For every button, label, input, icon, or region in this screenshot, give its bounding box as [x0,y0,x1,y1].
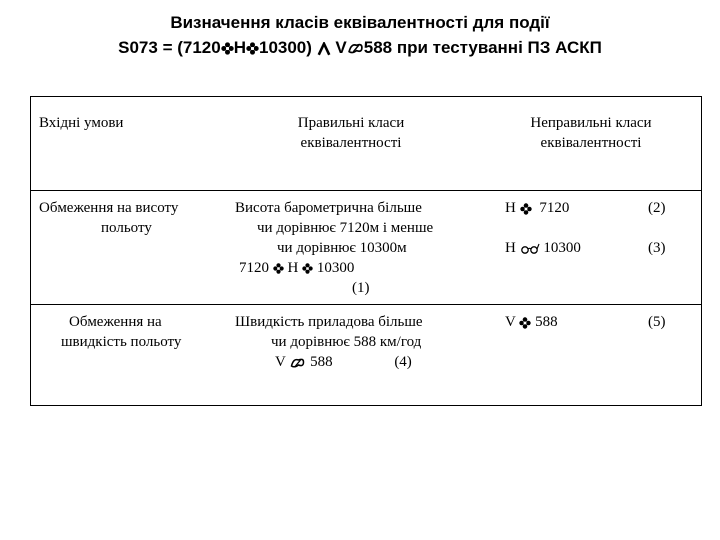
row1-invalid-class-2: H 10300 [505,240,581,256]
scroll-icon [347,42,364,55]
scroll-icon [289,357,306,369]
logical-and-icon [317,42,331,56]
header-valid-classes: Правильні класи еквівалентності [297,115,405,151]
flower-icon [519,317,531,329]
row2-invalid-num-1: (5) [648,314,666,330]
row2-invalid-class-1: V 588 [505,314,558,330]
row1-valid-class: Висота барометрична більше чи дорівнює 7120м і менше чи дорівнює 10300м 7120 H 10300 (1) [235,200,434,296]
row2-condition: Обмеження на швидкість польоту [61,314,182,350]
flower-icon [221,42,234,55]
flower-icon [520,203,532,215]
row1-invalid-class-1: H 7120 [505,200,570,216]
glasses-icon [520,243,540,255]
header-invalid-classes: Неправильні класи еквівалентності [530,115,652,151]
header-input-conditions: Вхідні умови [39,115,124,131]
row1-condition: Обмеження на висоту польоту [39,200,179,236]
row2-valid-class: Швидкість приладова більше чи дорівнює 588 км/год V 588 (4) [235,314,423,370]
table-divider [31,190,701,191]
table-divider [31,304,701,305]
row1-invalid-num-1: (2) [648,200,666,216]
row1-invalid-num-2: (3) [648,240,666,256]
equivalence-classes-table [30,96,702,406]
title-line-1: Визначення класів еквівалентності для події [170,13,550,32]
flower-icon [246,42,259,55]
flower-icon [302,263,313,274]
page-title [0,10,720,60]
flower-icon [273,263,284,274]
title-line-2: S073 = (7120 H 10300) V 588 при тестуванні ПЗ АСКП [118,38,602,57]
